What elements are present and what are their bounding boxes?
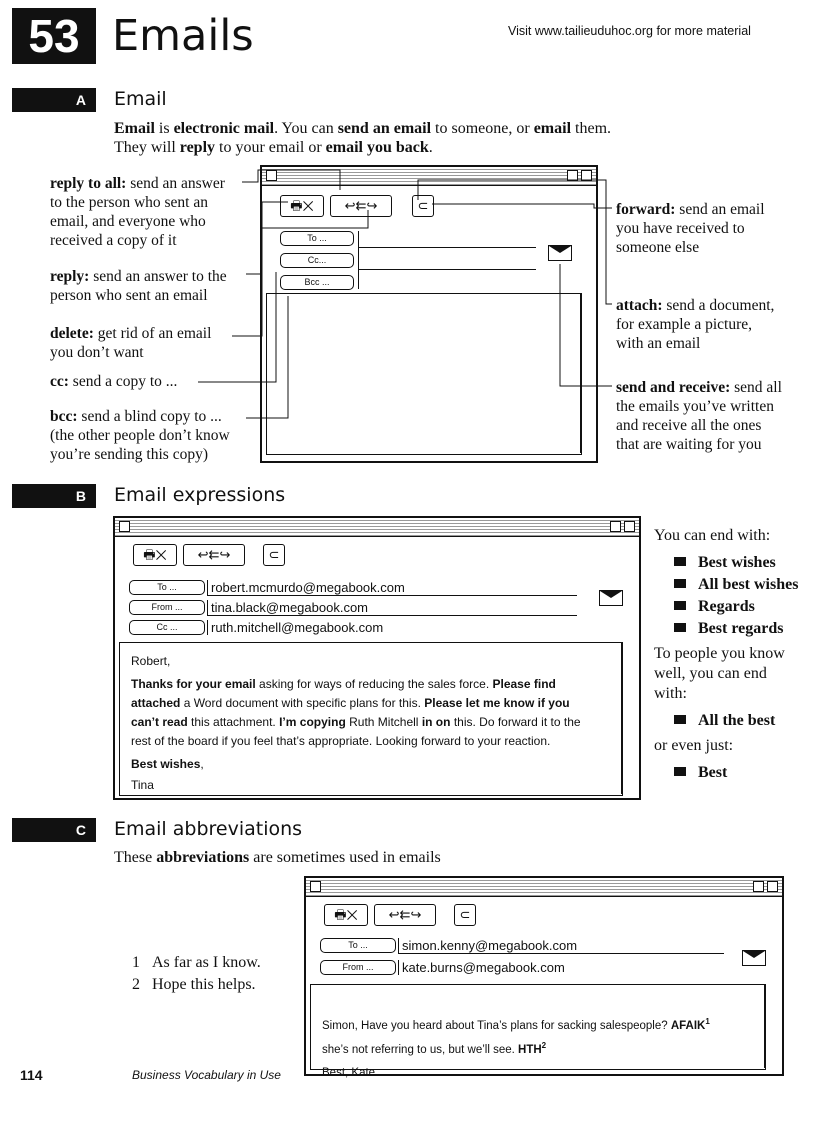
- leader-reply-all: [242, 170, 340, 190]
- note-reply: reply: send an answer to the person who sent an email: [50, 268, 227, 304]
- section-b-heading: Email expressions: [114, 484, 286, 506]
- book-title: Business Vocabulary in Use: [132, 1068, 281, 1082]
- from-button[interactable]: From ...: [129, 600, 205, 615]
- section-c-label: C: [12, 818, 96, 842]
- send-receive-icon[interactable]: [599, 590, 623, 606]
- leader-reply: [246, 210, 368, 274]
- email-window-c: [304, 876, 784, 1079]
- zoom-box-icon[interactable]: [753, 881, 764, 892]
- to-field[interactable]: robert.mcmurdo@megabook.com: [207, 580, 405, 595]
- leader-send-receive: [560, 264, 612, 386]
- section-a-heading: Email: [114, 88, 167, 110]
- page-number: 114: [20, 1067, 43, 1083]
- note-bcc: bcc: send a blind copy to ... (the other people don’t know you’re sending this copy): [50, 408, 230, 463]
- signoff: Best wishes,: [131, 757, 204, 771]
- note-attach: attach: send a document, for example a picture, with an email: [616, 297, 775, 352]
- print-delete-group: [324, 904, 368, 926]
- section-a-intro: Email is electronic mail. You can send an email to someone, or email them. They will reply to your email or email you back.: [114, 120, 612, 156]
- leader-cc: [198, 272, 276, 382]
- from-field[interactable]: tina.black@megabook.com: [207, 600, 368, 615]
- greeting: Robert,: [131, 654, 171, 668]
- reply-icon[interactable]: ↩: [344, 198, 356, 213]
- section-c-heading: Email abbreviations: [114, 818, 303, 840]
- print-icon[interactable]: 🖶: [143, 547, 156, 562]
- collapse-box-icon[interactable]: [624, 521, 635, 532]
- cc-button[interactable]: Cc...: [280, 253, 354, 268]
- endings-panel: You can end with: Best wishes All best wishes Regards Best regards To people you know well, you can end with: All the best or even just: Best: [654, 527, 799, 781]
- unit-title: Emails: [112, 11, 254, 61]
- from-button[interactable]: From ...: [320, 960, 396, 975]
- from-field[interactable]: kate.burns@megabook.com: [398, 960, 565, 975]
- reply-all-icon[interactable]: ⇇: [399, 907, 411, 922]
- section-b-label: B: [12, 484, 96, 508]
- note-forward: forward: send an email you have received to someone else: [616, 201, 765, 256]
- reply-icon[interactable]: ↩: [197, 547, 209, 562]
- title-bar: [306, 878, 782, 897]
- attach-icon[interactable]: ⊂: [412, 195, 434, 217]
- print-icon[interactable]: 🖶: [334, 907, 347, 922]
- to-button[interactable]: To ...: [280, 231, 354, 246]
- leader-attach: [418, 180, 612, 304]
- cc-field[interactable]: ruth.mitchell@megabook.com: [207, 620, 383, 635]
- leader-bcc: [246, 296, 288, 418]
- signoff: Best, Kate: [322, 1066, 376, 1079]
- attach-icon[interactable]: ⊂: [454, 904, 476, 926]
- email-window-b: [113, 516, 641, 800]
- cc-button[interactable]: Cc ...: [129, 620, 205, 635]
- to-field[interactable]: simon.kenny@megabook.com: [398, 938, 577, 953]
- scrollbar[interactable]: [764, 984, 777, 1068]
- reply-group: [374, 904, 436, 926]
- forward-icon[interactable]: ↪: [219, 547, 231, 562]
- reply-all-icon[interactable]: ⇇: [208, 547, 220, 562]
- close-box-icon[interactable]: [119, 521, 130, 532]
- leader-lines-a: [0, 0, 816, 480]
- delete-icon[interactable]: ✕: [346, 907, 358, 922]
- unit-number: 53: [12, 8, 96, 64]
- bcc-button[interactable]: Bcc ...: [280, 275, 354, 290]
- attach-icon[interactable]: ⊂: [263, 544, 285, 566]
- to-button[interactable]: To ...: [320, 938, 396, 953]
- zoom-box-icon[interactable]: [610, 521, 621, 532]
- title-bar: [115, 518, 639, 537]
- print-icon[interactable]: 🖶: [290, 198, 303, 213]
- reply-icon[interactable]: ↩: [388, 907, 400, 922]
- leader-delete: [232, 202, 288, 336]
- note-send-receive: send and receive: send all the emails you’ve written and receive all the ones that are waiting for you: [616, 379, 782, 453]
- print-delete-group: [133, 544, 177, 566]
- sender: Tina: [131, 778, 154, 792]
- scrollbar[interactable]: [621, 642, 634, 794]
- leader-forward: [432, 204, 612, 208]
- abbrev-item: 2 Hope this helps.: [132, 976, 256, 993]
- message-text: Simon, Have you heard about Tina’s plans for sacking salespeople? AFAIK$^1$ she’s not referring to us, but we’ll see. HTH$^2$ Best, Kate: [322, 1012, 762, 1083]
- forward-icon[interactable]: ↪: [410, 907, 422, 922]
- section-a-label: A: [12, 88, 96, 112]
- reply-group: [183, 544, 245, 566]
- abbrev-list: [132, 952, 302, 996]
- delete-icon[interactable]: ✕: [302, 198, 314, 213]
- message-text: Robert, Thanks for your email asking for ways of reducing the sales force. Please find attached a Word document with specific plans for this. Please let me know if you can’t read this attachment. I’m copying Ruth Mitchell in on this. Do forward it to the rest of the board if you feel that’s appropriate. Looking forward to your reaction. Best wishes, Tina: [131, 652, 619, 795]
- forward-icon[interactable]: ↪: [366, 198, 378, 213]
- reply-all-icon[interactable]: ⇇: [355, 198, 367, 213]
- visit-note: Visit www.tailieuduhoc.org for more material: [508, 24, 751, 38]
- delete-icon[interactable]: ✕: [155, 547, 167, 562]
- close-box-icon[interactable]: [310, 881, 321, 892]
- send-receive-icon[interactable]: [742, 950, 766, 966]
- to-button[interactable]: To ...: [129, 580, 205, 595]
- note-cc: cc: send a copy to ...: [50, 373, 178, 390]
- note-reply-all: reply to all: send an answer to the person who sent an email, and everyone who received a copy of it: [50, 175, 225, 249]
- section-c-intro: These abbreviations are sometimes used in emails: [114, 849, 441, 866]
- note-delete: delete: get rid of an email you don’t want: [50, 325, 212, 361]
- abbrev-item: 1 As far as I know.: [132, 954, 261, 971]
- collapse-box-icon[interactable]: [767, 881, 778, 892]
